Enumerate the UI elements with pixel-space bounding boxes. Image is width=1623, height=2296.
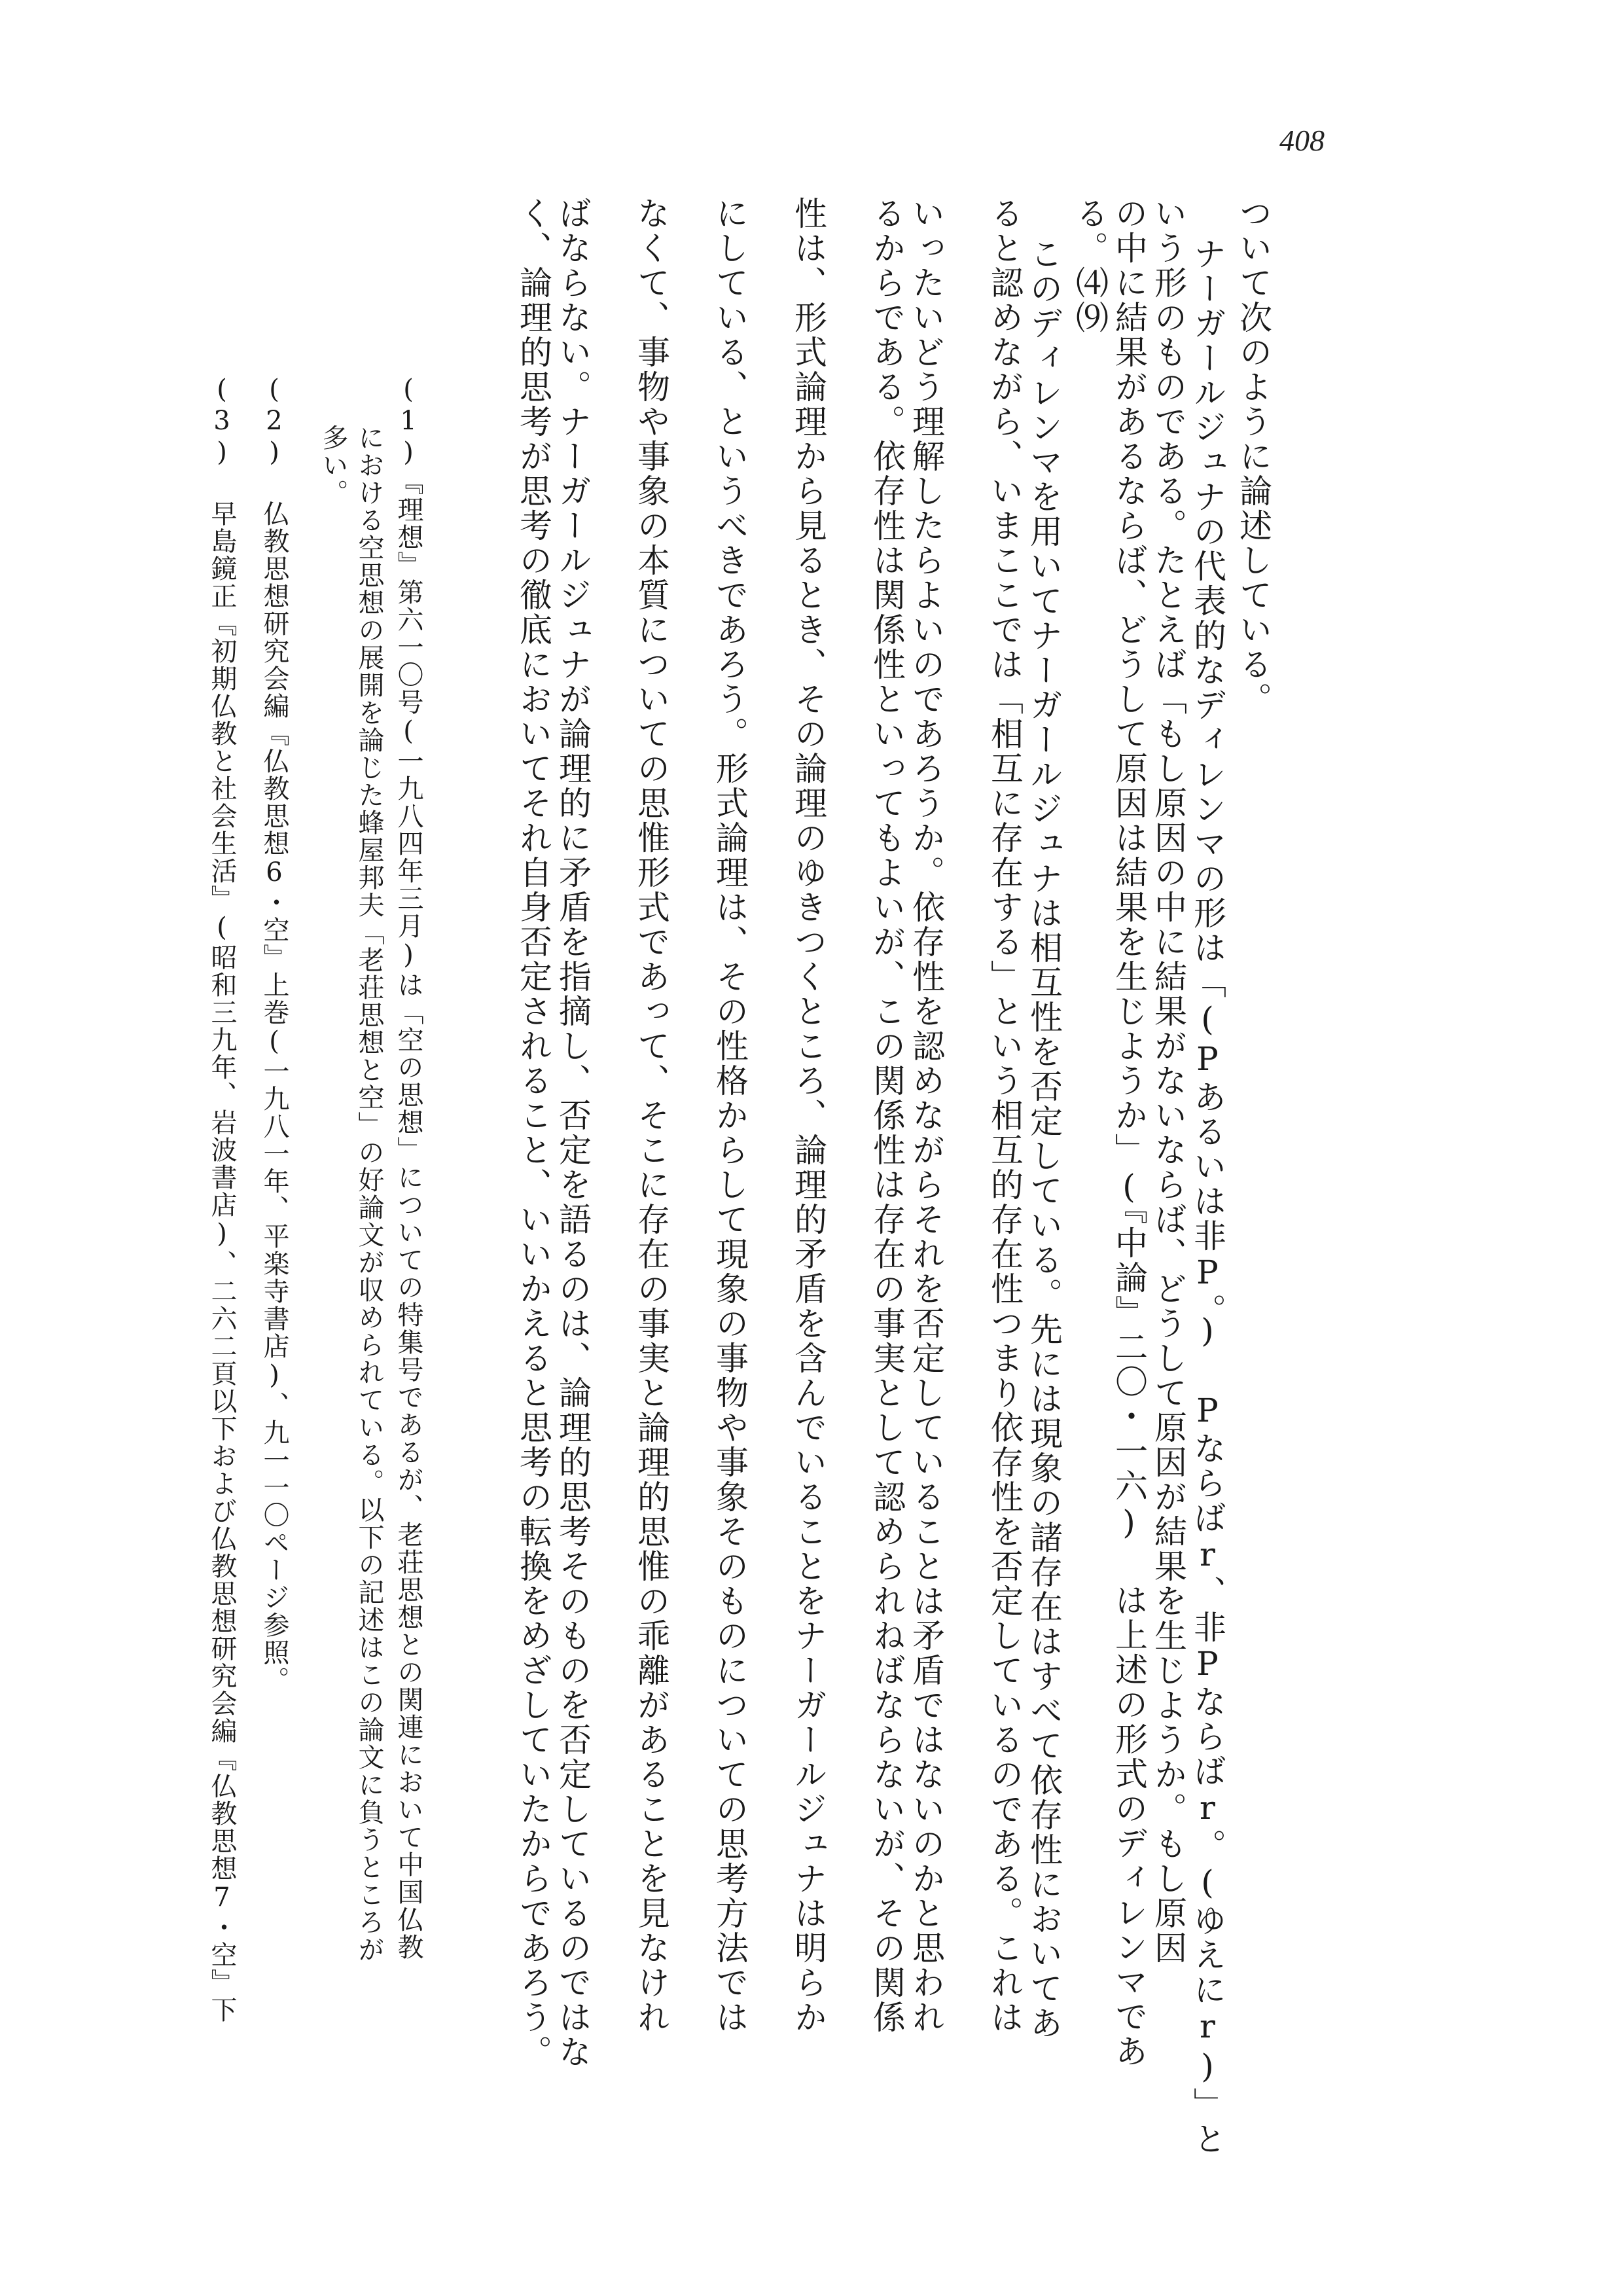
- body-line: く、論理的思考が思考の徹底においてそれ自身否定されること、いいかえると思考の転換をめざしていたからであろう。: [514, 196, 552, 2070]
- body-line: 性は、形式論理から見るとき、その論理のゆきつくところ、論理的矛盾を含んでいることをナーガールジュナは明らか: [789, 196, 827, 2035]
- body-line: いう形のものである。たとえば「もし原因の中に結果がないならば、どうして原因が結果を生じようか。もし原因: [1149, 196, 1187, 1965]
- footnote-line: (1)『理想』第六一〇号(一九八四年三月)は「空の思想」についての特集号であるが、老荘思想との関連において中国仏教: [393, 374, 423, 1961]
- body-line: ついて次のように論述している。: [1234, 196, 1272, 717]
- body-line: ナーガールジュナの代表的なディレンマの形は「(Pあるいは非P。) Pならばr、非Pならばr。(ゆえにr)」と: [1188, 237, 1226, 2157]
- footnote-line: (2) 仏教思想研究会編『仏教思想6・空』上巻(一九八一年、平楽寺書店)、九一一〇ページ参照。: [259, 374, 289, 1694]
- body-line: いったいどう理解したらよいのであろうか。依存性を認めながらそれを否定していることは矛盾ではないのかと思われ: [907, 196, 945, 2035]
- footnote-line: における空思想の展開を論じた蜂屋邦夫「老荘思想と空」の好論文が収められている。以下の記述はこの論文に負うところが: [354, 424, 384, 1964]
- body-line: にしている、というべきであろう。形式論理は、その性格からして現象の事物や事象そのものについての思考方法では: [711, 196, 749, 2035]
- body-line: の中に結果があるならば、どうして原因は結果を生じようか」(『中論』二〇・一六) は上述の形式のディレンマであ: [1110, 196, 1148, 2069]
- page-number: 408: [1279, 124, 1325, 157]
- footnote-line: 多い。: [318, 424, 348, 507]
- footnote-line: (3) 早島鏡正『初期仏教と社会生活』(昭和三九年、岩波書店)、二六二頁以下および仏教思想研究会編『仏教思想7・空』下: [207, 374, 237, 2024]
- body-line: る。⑷⑼: [1071, 196, 1109, 335]
- body-line: このディレンマを用いてナーガールジュナは相互性を否定している。先には現象の諸存在はすべて依存性においてあ: [1025, 237, 1063, 2041]
- body-line: るからである。依存性は関係性といってもよいが、この関係性は存在の事実として認められねばならないが、その関係: [868, 196, 906, 2035]
- body-line: ると認めながら、いまここでは「相互に存在する」という相互的存在性つまり依存性を否定しているのである。これは: [986, 196, 1024, 2035]
- body-line: ばならない。ナーガールジュナが論理的に矛盾を指摘し、否定を語るのは、論理的思考そのものを否定しているのではな: [554, 196, 592, 2070]
- body-line: なくて、事物や事象の本質についての思惟形式であって、そこに存在の事実と論理的思惟の乖離があることを見なけれ: [632, 196, 670, 2035]
